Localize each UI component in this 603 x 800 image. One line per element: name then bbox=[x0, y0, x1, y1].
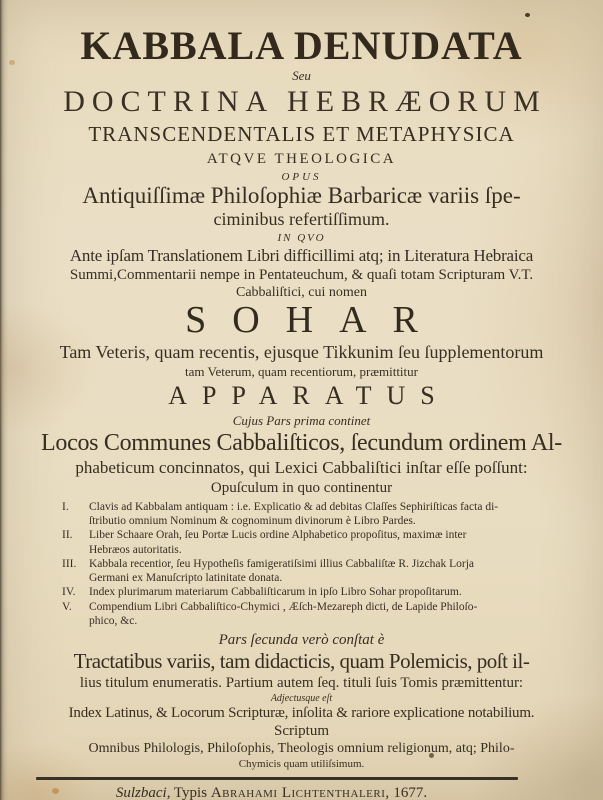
item-text-line: Hebræos autoritatis. bbox=[89, 543, 182, 556]
item-numeral: I. bbox=[62, 500, 69, 513]
subtitle-atqve: ATQVE THEOLOGICA bbox=[206, 151, 397, 167]
audience-line-1: Omnibus Philologis, Philoſophis, Theologis omnium religionum, atq; Philo- bbox=[88, 741, 515, 757]
description-line-3: Ante ipſam Translationem Libri difficillimi atq; in Literatura Hebraica bbox=[69, 246, 534, 266]
description-line-4: Summi,Commentarii nempe in Pentateuchum, & quaſi totam Scripturam V.T. bbox=[69, 267, 534, 284]
seu-line: Seu bbox=[292, 68, 311, 83]
item-numeral: V. bbox=[62, 600, 72, 613]
item-text-line: Index plurimarum materiarum Cabbaliſticarum in ipſo Libro Sohar propoſitarum. bbox=[89, 586, 462, 599]
list-item bbox=[62, 557, 567, 586]
sohar-title: SOHAR bbox=[185, 299, 444, 342]
pars-secunda-caption: Pars ſecunda verò conſtat è bbox=[218, 632, 385, 649]
imprint-line bbox=[0, 785, 603, 800]
adjectus-caption: Adjectusque eſt bbox=[270, 693, 333, 705]
pars-secunda-line-1: Tractatibus variis, tam didacticis, quam Polemicis, poſt il- bbox=[73, 649, 530, 674]
audience-line-2: Chymicis quam utiliſsimum. bbox=[238, 758, 365, 771]
list-item bbox=[62, 528, 567, 557]
apparatus-title: APPARATUS bbox=[168, 381, 450, 411]
item-text bbox=[89, 528, 567, 557]
subtitle-doctrina: DOCTRINA HEBRÆORUM bbox=[63, 85, 547, 118]
contents-list bbox=[62, 500, 567, 628]
imprint-year: 1677. bbox=[389, 784, 428, 800]
item-text-line: Clavis ad Kabbalam antiquam : i.e. Explicatio & ad debitas Claſſes Sephiriſticas facta di- bbox=[89, 500, 499, 513]
description-line-2: ciminibus refertiſſimum. bbox=[213, 209, 390, 230]
imprint-divider bbox=[36, 777, 518, 780]
item-text-line: Kabbala recentior, ſeu Hypotheſis famigeratiſsimi illius Cabbaliſtæ R. Jizchak Lorja bbox=[89, 557, 475, 570]
item-numeral: III. bbox=[62, 557, 77, 570]
page-title: KABBALA DENUDATA bbox=[80, 23, 523, 68]
sohar-line-1: Tam Veteris, quam recentis, ejusque Tikkunim ſeu ſupplementorum bbox=[59, 342, 544, 363]
item-text-line: Compendium Libri Cabbaliſtico-Chymici , Æſch-Mezareph dicti, de Lapide Philoſo- bbox=[89, 600, 478, 613]
item-numeral: II. bbox=[62, 529, 73, 542]
item-text bbox=[89, 600, 567, 629]
subtitle-transcendentalis: TRANSCENDENTALIS ET METAPHYSICA bbox=[88, 122, 515, 146]
imprint-typis: Typis bbox=[170, 784, 211, 800]
item-numeral: IV. bbox=[62, 586, 76, 599]
pars-secunda-line-2: lius titulum enumeratis. Partium autem ſeq. tituli ſuis Tomis præmittentur: bbox=[79, 675, 524, 692]
pars-prima-line-2: phabeticum concinnatos, qui Lexici Cabbaliſtici inſtar eſſe poſſunt: bbox=[75, 457, 528, 477]
opus-line: OPUS bbox=[281, 171, 322, 183]
item-text-line: phico, &c. bbox=[89, 614, 138, 627]
description-line-1: Antiquiſſimæ Philoſophiæ Barbaricæ variis ſpe- bbox=[82, 183, 521, 208]
description-line-5: Cabbaliſtici, cui nomen bbox=[235, 285, 368, 301]
item-text-line: ſtributio omnium Nominum & cognominum divinorum è Libro Pardes. bbox=[89, 515, 416, 528]
item-text-line: Liber Schaare Orah, ſeu Portæ Lucis ordine Alphabetico propoſitus, maximæ inter bbox=[89, 529, 467, 542]
list-item bbox=[62, 500, 567, 529]
imprint-printer: Abrahami Lichtenthaleri, bbox=[210, 784, 390, 800]
index-latinus-line: Index Latinus, & Locorum Scripturæ, inſolita & rariore explicatione notabilium. bbox=[68, 705, 535, 722]
opusculum-caption: Opuſculum in quo continentur bbox=[210, 479, 393, 496]
list-item bbox=[62, 585, 567, 599]
scriptum-caption: Scriptum bbox=[274, 723, 329, 740]
pars-prima-caption: Cujus Pars prima continet bbox=[232, 412, 371, 428]
pars-prima-line-1: Locos Communes Cabbaliſticos, ſecundum ordinem Al- bbox=[41, 429, 562, 456]
item-text bbox=[89, 585, 567, 599]
imprint-place: Sulzbaci, bbox=[115, 784, 171, 800]
item-text bbox=[89, 557, 567, 586]
item-text bbox=[89, 500, 567, 529]
in-qvo-line: IN QVO bbox=[277, 232, 326, 245]
sohar-line-2: tam Veterum, quam recentiorum, præmittitur bbox=[185, 364, 418, 380]
list-item bbox=[62, 600, 567, 629]
item-text-line: Germani ex Manuſcripto latinitate donata. bbox=[89, 572, 283, 585]
